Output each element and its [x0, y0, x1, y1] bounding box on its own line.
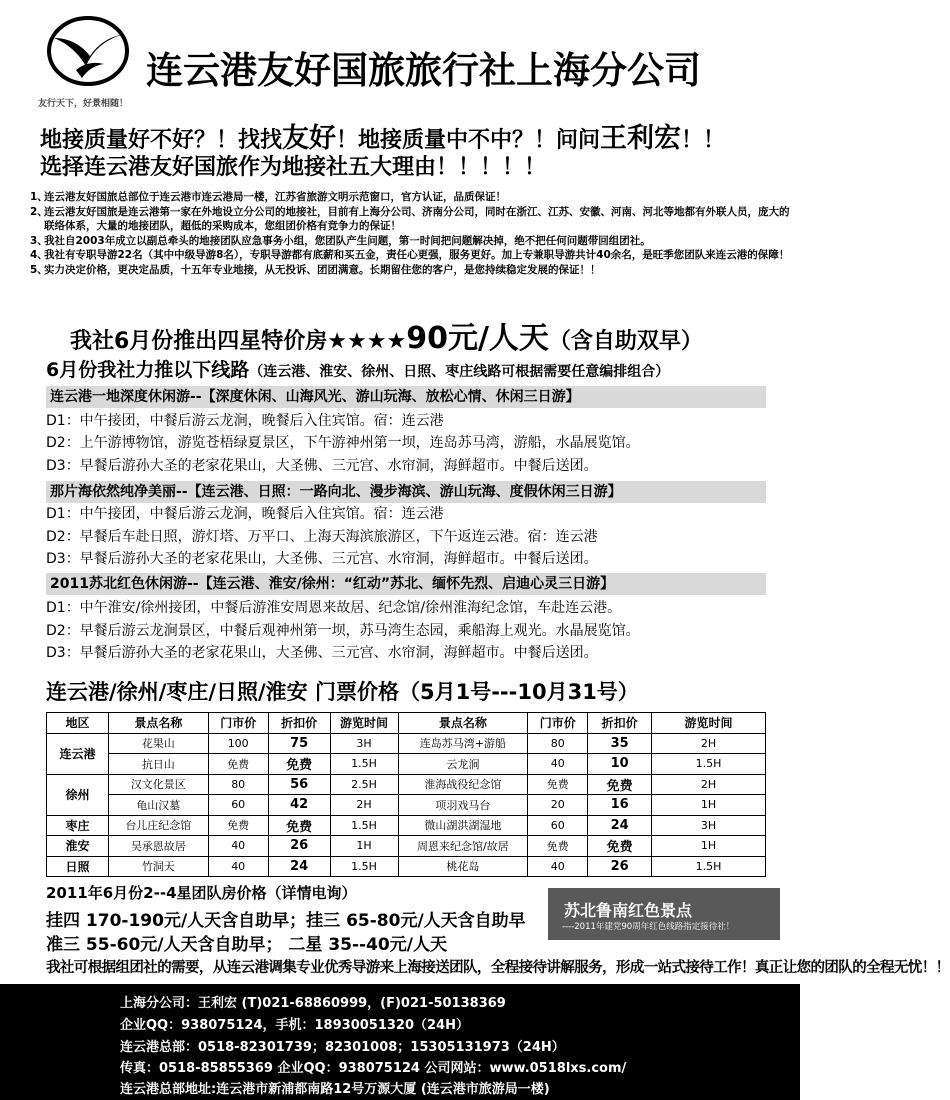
ticket-table [46, 712, 766, 877]
table-row: 龟山汉墓 60 42 2H 项羽戏马台 20 16 1H [47, 795, 766, 816]
region-cell: 徐州 [47, 774, 109, 815]
swallow-logo-icon [46, 16, 130, 86]
headline-reasons: 选择连云港友好国旅作为地接社五大理由！！！！！ [40, 155, 547, 180]
region-cell: 枣庄 [47, 815, 109, 836]
table-header: 景点名称 [108, 713, 208, 734]
region-cell: 日照 [47, 856, 109, 877]
route-day: D3：早餐后游孙大圣的老家花果山，大圣佛、三元宫、水帘洞，海鲜超市。中餐后送团。 [46, 645, 598, 661]
routes-title: 6月份我社力推以下线路（连云港、淮安、徐州、日照、枣庄线路可根据需要任意编排组合） [46, 359, 670, 381]
room-price-line: 准三 55-60元/人天含自助早； 二星 35--40元/人天 [46, 935, 447, 955]
table-header: 门市价 [208, 713, 268, 734]
red-tour-badge [548, 888, 780, 940]
route-day: D1：中午淮安/徐州接团，中餐后游淮安周恩来故居、纪念馆/徐州淮海纪念馆，车赴连云港。 [46, 600, 622, 616]
ticket-price-title: 连云港/徐州/枣庄/日照/淮安 门票价格（5月1号---10月31号） [46, 680, 639, 704]
room-price-line: 挂四 170-190元/人天含自助早；挂三 65-80元/人天含自助早 [46, 911, 526, 931]
headline-emphasis: 友好 [282, 123, 337, 154]
route-title: 2011苏北红色休闲游--【连云港、淮安/徐州：“红动”苏北、缅怀先烈、启迪心灵三日游】 [46, 573, 766, 595]
contact-line: 连云港总部地址:连云港市新浦都南路12号万源大厦 (连云港市旅游局一楼) [120, 1082, 550, 1097]
reason-item: 3、 我社自2003年成立以副总牵头的地接团队应急事务小组，您团队产生问题，第一时间把问题解决掉，绝不把任何问题带回组团社。 [30, 234, 651, 247]
table-header: 折扣价 [268, 713, 330, 734]
table-header-row [47, 713, 766, 734]
region-cell: 连云港 [47, 733, 109, 774]
contact-line: 传真：0518-85855369 企业QQ：938075124 公司网站：www.0518lxs.com/ [120, 1061, 627, 1076]
headline-part: 地接质量好不好？！找找 [40, 128, 283, 153]
headline-emphasis: 王利宏 [600, 123, 682, 154]
table-row: 抗日山 免费 免费 1.5H 云龙涧 40 10 1.5H [47, 754, 766, 775]
region-cell: 淮安 [47, 836, 109, 857]
route-day: D2：上午游博物馆，游览苍梧绿夏景区，下午游神州第一坝，连岛苏马湾，游船，水晶展览馆。 [46, 435, 640, 451]
table-row: 淮安 吴承恩故居 40 26 1H 周恩来纪念馆/故居 免费 免费 1H [47, 836, 766, 857]
table-row: 连云港 花果山 100 75 3H 连岛苏马湾+游船 80 35 2H [47, 733, 766, 754]
header [0, 0, 800, 112]
company-title: 连云港友好国旅旅行社上海分公司 [146, 49, 701, 92]
route-day: D1：中午接团，中餐后游云龙涧，晚餐后入住宾馆。宿：连云港 [46, 506, 444, 522]
route-day: D3：早餐后游孙大圣的老家花果山，大圣佛、三元宫、水帘洞，海鲜超市。中餐后送团。 [46, 458, 598, 474]
red-tour-subtitle: ----2011年建党90周年红色线路指定接待社！ [562, 922, 735, 932]
table-row: 日照 竹洞天 40 24 1.5H 桃花岛 40 26 1.5H [47, 856, 766, 877]
reason-item: 4、 我社有专职导游22名（其中中级导游8名），专职导游都有底薪和买五金，责任心更强，服务更好。加上专兼职导游共计40余名，是旺季您团队来连云港的保障！ [30, 249, 790, 262]
table-header: 门市价 [528, 713, 588, 734]
reason-item: 5、 实力决定价格，更决定品质，十五年专业地接，从无投诉、团团满意。长期留住您的客户，是您持续稳定发展的保证！！ [30, 263, 601, 276]
reason-item: 1、 连云港友好国旅总部位于连云港市连云港局一楼，江苏省旅游文明示范窗口，官方认证，品质保证！ [30, 191, 506, 203]
route-day: D3：早餐后游孙大圣的老家花果山，大圣佛、三元宫、水帘洞，海鲜超市。中餐后送团。 [46, 551, 598, 567]
red-tour-title: 苏北鲁南红色景点 [564, 901, 693, 920]
contact-line: 企业QQ：938075124，手机：18930051320（24H） [120, 1018, 469, 1033]
table-header: 地区 [47, 713, 109, 734]
table-header: 景点名称 [398, 713, 528, 734]
route-day: D2：早餐后车赴日照，游灯塔、万平口、上海天海滨旅游区，下午返连云港。宿：连云港 [46, 529, 598, 545]
contact-line: 上海分公司：王利宏 (T)021-68860999，(F)021-50138369 [120, 996, 506, 1011]
route-title: 连云港一地深度休闲游--【深度休闲、山海风光、游山玩海、放松心情、休闲三日游】 [46, 386, 766, 408]
service-statement: 我社可根据组团社的需要，从连云港调集专业优秀导游来上海接送团队，全程接待讲解服务，形成一站式接待工作！真正让您的团队的全程无忧！！ [46, 960, 950, 976]
table-header: 游览时间 [652, 713, 766, 734]
contact-line: 连云港总部：0518-82301739；82301008；15305131973（24H） [120, 1040, 565, 1055]
reason-item: 2、 连云港友好国旅是连云港第一家在外地设立分公司的地接社，目前有上海分公司、济南分公司，同时在浙江、江苏、安徽、河南、河北等地都有外联人员，庞大的联络体系，大量的地接团队，超低的采购成本，您组团价格有竞争力的保证！ [30, 205, 790, 233]
slogan: 友行天下，好景相随！ [38, 99, 129, 109]
table-header: 游览时间 [330, 713, 398, 734]
table-header: 折扣价 [588, 713, 652, 734]
room-price-title: 2011年6月份2--4星团队房价格（详情电询） [46, 884, 357, 902]
table-row: 枣庄 台儿庄纪念馆 免费 免费 1.5H 微山湖洪湖湿地 60 24 3H [47, 815, 766, 836]
route-title: 那片海依然纯净美丽--【连云港、日照：一路向北、漫步海滨、游山玩海、度假休闲三日游】 [46, 481, 766, 503]
special-offer: 我社6月份推出四星特价房★★★★90元/人天（含自助双早） [70, 321, 703, 356]
headline-part: ！地接质量中不中？！问问 [336, 128, 601, 153]
reasons-list [30, 190, 790, 278]
headline-part: ！！ [681, 128, 726, 153]
special-price: 90元/人天 [406, 321, 549, 356]
table-row: 徐州 汉文化景区 80 56 2.5H 淮海战役纪念馆 免费 免费 2H [47, 774, 766, 795]
route-day: D2：早餐后游云龙涧景区，中餐后观神州第一坝，苏马湾生态园，乘船海上观光。水晶展览馆。 [46, 623, 640, 639]
route-day: D1：中午接团，中餐后游云龙涧，晚餐后入住宾馆。宿：连云港 [46, 413, 444, 429]
contact-footer [0, 984, 800, 1100]
